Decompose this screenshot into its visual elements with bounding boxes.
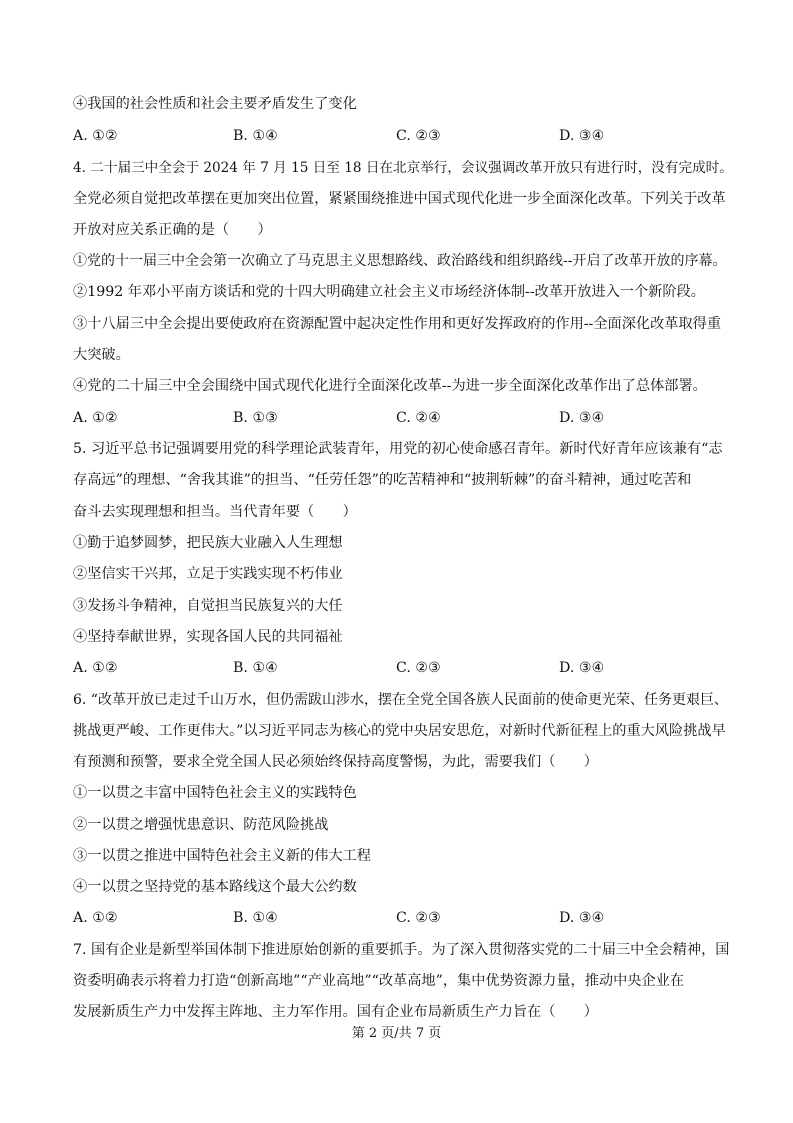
question-4-stem: 开放对应关系正确的是（ ）: [73, 222, 272, 238]
question-6-stem: 有预测和预警，要求全党全国人民必须始终保持高度警惕，为此，需要我们（ ）: [73, 754, 598, 770]
option-d: D. ③④: [559, 660, 605, 676]
question-7-stem: 发展新质生产力中发挥主阵地、主力军作用。国有企业布局新质生产力旨在（ ）: [73, 1004, 598, 1020]
option-c: C. ②③: [396, 128, 441, 144]
question-4-item-4: ④党的二十届三中全会围绕中国式现代化进行全面深化改革--为进一步全面深化改革作出了总体部署。: [73, 378, 707, 394]
option-a: A. ①②: [73, 660, 118, 676]
question-4-stem: 全党必须自觉把改革摆在更加突出位置，紧紧围绕推进中国式现代化进一步全面深化改革。下列关于改革: [73, 191, 726, 207]
page-footer: 第 2 页/共 7 页: [351, 1026, 442, 1041]
option-a: A. ①②: [73, 410, 118, 426]
option-b: B. ①④: [233, 128, 278, 144]
option-c: C. ②③: [396, 660, 441, 676]
question-6-stem: 6. “改革开放已走过千山万水，但仍需跋山涉水，摆在全党全国各族人民面前的使命更光荣、任务更艰巨、: [73, 692, 728, 708]
question-7-stem: 资委明确表示将着力打造“创新高地”“产业高地”“改革高地”，集中优势资源力量，推动中央企业在: [73, 973, 685, 989]
question-4-options: [73, 408, 733, 428]
question-4-item-1: ①党的十一届三中全会第一次确立了马克思主义思想路线、政治路线和组织路线--开启了改革开放的序幕。: [73, 253, 727, 269]
question-3-options: [73, 126, 733, 146]
option-b: B. ①③: [233, 410, 278, 426]
question-7-stem: 7. 国有企业是新型举国体制下推进原始创新的重要抓手。为了深入贯彻落实党的二十届三中全会精神，国: [73, 942, 730, 958]
question-5-item-1: ①勤于追梦圆梦，把民族大业融入人生理想: [73, 535, 343, 551]
question-5-options: [73, 658, 733, 678]
question-4-stem: 4. 二十届三中全会于 2024 年 7 月 15 日至 18 日在北京举行，会议强调改革开放只有进行时，没有完成时。: [73, 160, 733, 176]
option-a: A. ①②: [73, 910, 118, 926]
question-6-item-2: ②一以贯之增强忧患意识、防范风险挑战: [73, 817, 329, 833]
option-d: D. ③④: [559, 128, 605, 144]
question-5-stem: 存高远”的理想、“舍我其谁”的担当、“任劳任怨”的吃苦精神和“披荆斩棘”的奋斗精神，通过吃苦和: [73, 472, 692, 488]
question-4-item-2: ②1992 年邓小平南方谈话和党的十四大明确建立社会主义市场经济体制--改革开放进入一个新阶段。: [73, 284, 705, 300]
question-5-stem: 奋斗去实现理想和担当。当代青年要（ ）: [73, 504, 357, 520]
option-d: D. ③④: [559, 410, 605, 426]
question-6-item-4: ④一以贯之坚持党的基本路线这个最大公约数: [73, 879, 357, 895]
question-5-item-4: ④坚持奉献世界，实现各国人民的共同福祉: [73, 629, 343, 645]
option-b: B. ①④: [233, 660, 278, 676]
question-3-item-4: ④我国的社会性质和社会主要矛盾发生了变化: [73, 96, 357, 112]
question-5-item-2: ②坚信实干兴邦，立足于实践实现不朽伟业: [73, 566, 343, 582]
question-5-item-3: ③发扬斗争精神，自觉担当民族复兴的大任: [73, 598, 343, 614]
option-a: A. ①②: [73, 128, 118, 144]
option-b: B. ①④: [233, 910, 278, 926]
question-6-item-3: ③一以贯之推进中国特色社会主义新的伟大工程: [73, 848, 371, 864]
option-c: C. ②④: [396, 410, 441, 426]
question-6-options: [73, 908, 733, 928]
option-d: D. ③④: [559, 910, 605, 926]
question-6-stem: 挑战更严峻、工作更伟大。”以习近平同志为核心的党中央居安思危，对新时代新征程上的重大风险挑战早: [73, 723, 726, 739]
question-4-item-3: 大突破。: [73, 347, 130, 363]
question-5-stem: 5. 习近平总书记强调要用党的科学理论武装青年，用党的初心使命感召青年。新时代好青年应该兼有“志: [73, 441, 723, 457]
question-4-item-3: ③十八届三中全会提出要使政府在资源配置中起决定性作用和更好发挥政府的作用--全面深化改革取得重: [73, 316, 722, 332]
option-c: C. ②③: [396, 910, 441, 926]
question-6-item-1: ①一以贯之丰富中国特色社会主义的实践特色: [73, 785, 357, 801]
